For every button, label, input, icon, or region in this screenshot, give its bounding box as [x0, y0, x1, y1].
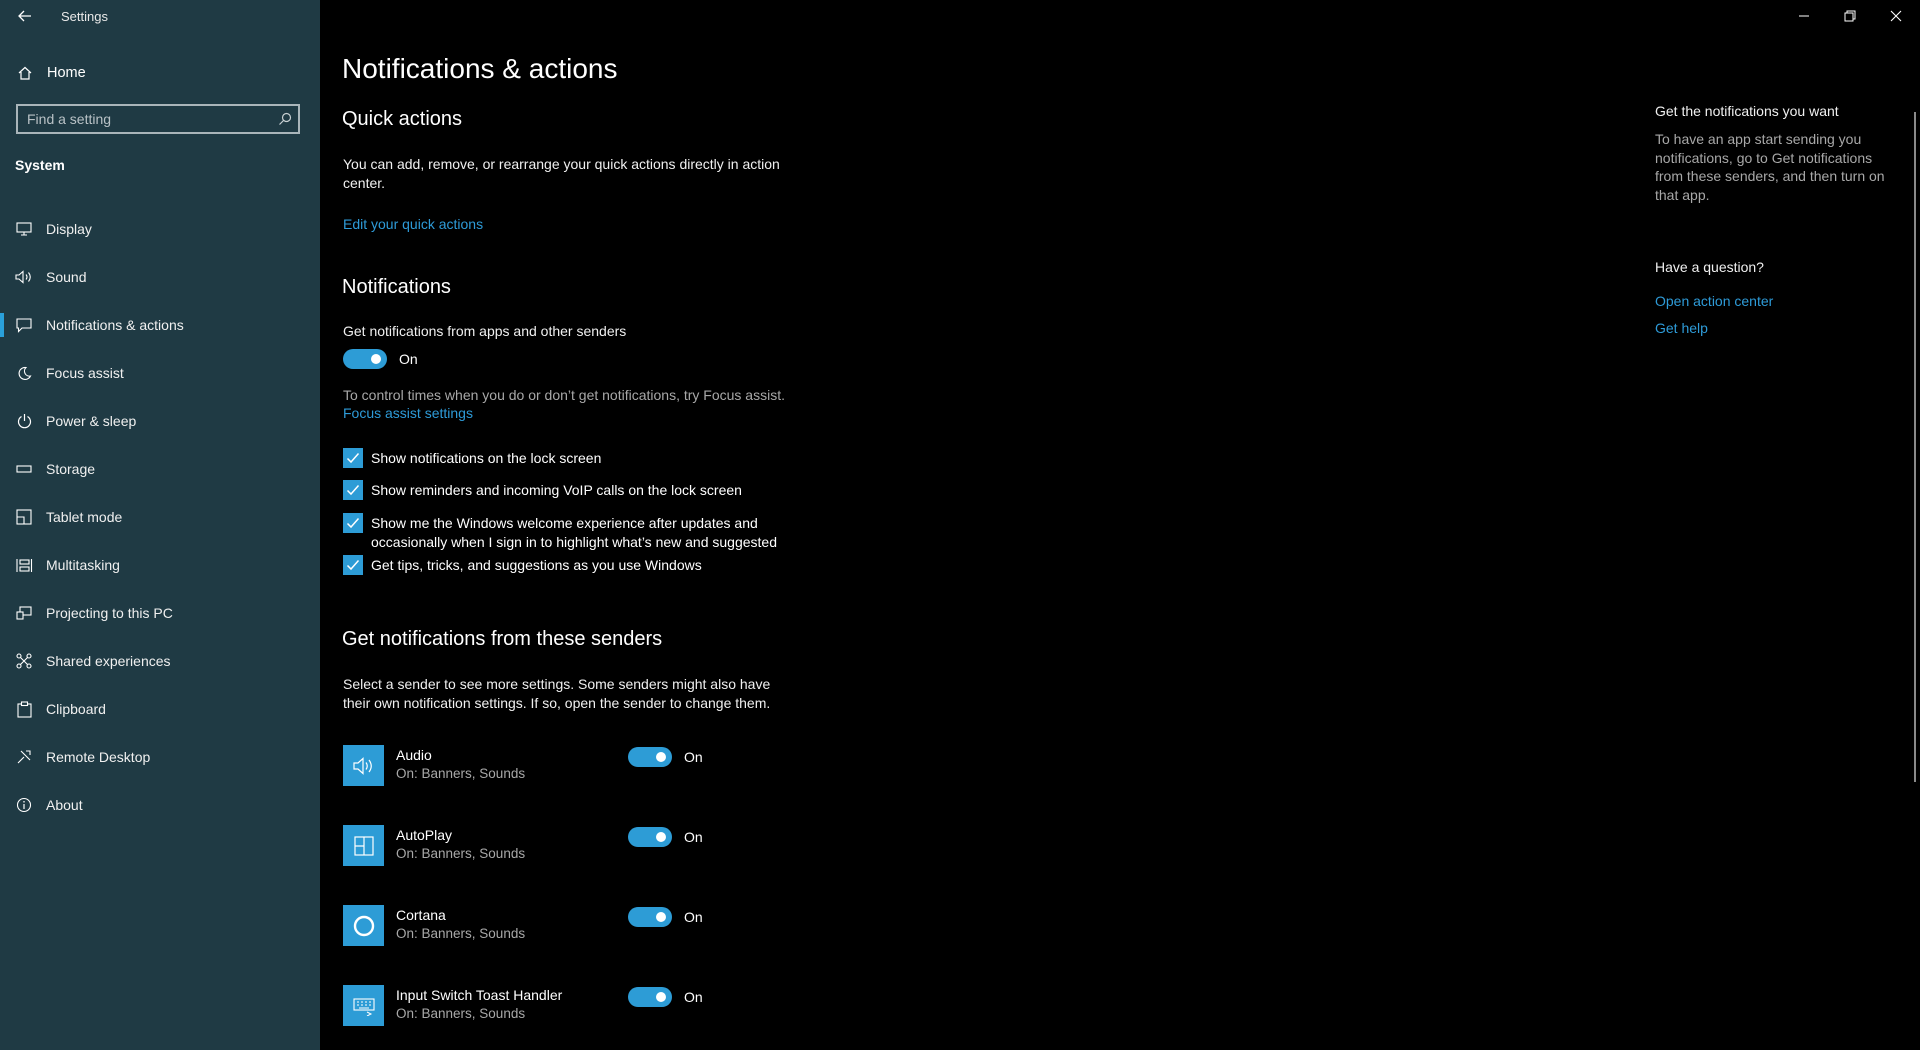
- checkbox-row-welcome: [343, 513, 791, 551]
- home-icon: [16, 65, 34, 81]
- toggle-state-label: On: [684, 829, 703, 845]
- power-icon: [14, 413, 34, 429]
- tip-heading: Get the notifications you want: [1655, 103, 1839, 119]
- checkbox-label: Show reminders and incoming VoIP calls on the lock screen: [371, 482, 742, 498]
- sidebar-item-shared-experiences[interactable]: [0, 637, 320, 685]
- senders-description: Select a sender to see more settings. Some senders might also have their own notification settings. If so, open the sender to change them.: [343, 676, 771, 711]
- scrollbar[interactable]: [1914, 112, 1916, 782]
- sidebar: [0, 0, 320, 1050]
- sender-status: On: Banners, Sounds: [396, 846, 526, 861]
- system-section-label: System: [15, 157, 65, 173]
- restore-icon: [1844, 10, 1856, 22]
- sender-toggle-row: [628, 987, 703, 1007]
- get-help-link[interactable]: Get help: [1655, 320, 1708, 336]
- checkbox-label: Show notifications on the lock screen: [371, 450, 602, 466]
- minimize-icon: [1798, 15, 1810, 17]
- sidebar-item-label: Multitasking: [46, 557, 120, 573]
- checkbox-label: Show me the Windows welcome experience after updates and occasionally when I sign in to highlight what’s new and suggested: [371, 515, 777, 550]
- autoplay-icon[interactable]: [343, 825, 384, 866]
- lock-screen-checkbox[interactable]: [343, 448, 363, 468]
- window-title: Settings: [61, 9, 108, 24]
- sidebar-item-multitasking[interactable]: [0, 541, 320, 589]
- sidebar-item-label: Focus assist: [46, 365, 124, 381]
- tablet-icon: [14, 509, 34, 525]
- question-heading: Have a question?: [1655, 259, 1764, 275]
- projecting-icon: [14, 606, 34, 621]
- checkbox-label: Get tips, tricks, and suggestions as you use Windows: [371, 557, 702, 573]
- close-button[interactable]: [1873, 0, 1919, 32]
- welcome-experience-checkbox[interactable]: [343, 513, 363, 533]
- speaker-icon: [14, 270, 34, 284]
- remote-desktop-icon: [14, 749, 34, 765]
- clipboard-icon: [14, 701, 34, 718]
- sender-toggle-row: [628, 907, 703, 927]
- shared-icon: [14, 653, 34, 669]
- notification-icon: [14, 318, 34, 333]
- sender-status: On: Banners, Sounds: [396, 926, 526, 941]
- sender-toggle-row: [628, 747, 703, 767]
- sidebar-item-label: About: [46, 797, 83, 813]
- page-title: Notifications & actions: [342, 53, 618, 84]
- sidebar-item-projecting[interactable]: [0, 589, 320, 637]
- moon-icon: [14, 366, 34, 381]
- sidebar-item-label: Clipboard: [46, 701, 106, 717]
- sender-name: Cortana: [396, 907, 446, 923]
- checkmark-icon: [346, 559, 360, 571]
- quick-actions-heading: Quick actions: [342, 108, 463, 130]
- back-button[interactable]: [14, 6, 36, 26]
- cortana-icon[interactable]: [343, 905, 384, 946]
- sender-audio[interactable]: [343, 745, 763, 789]
- sidebar-item-label: Power & sleep: [46, 413, 137, 429]
- sidebar-item-label: Tablet mode: [46, 509, 123, 525]
- sender-toggle[interactable]: [628, 747, 672, 767]
- notifications-heading: Notifications: [342, 276, 451, 298]
- sender-status: On: Banners, Sounds: [396, 1006, 526, 1021]
- toggle-state-label: On: [684, 749, 703, 765]
- sidebar-item-display[interactable]: [0, 205, 320, 253]
- sender-toggle[interactable]: [628, 987, 672, 1007]
- notifications-toggle-row: [343, 349, 418, 369]
- sidebar-item-clipboard[interactable]: [0, 685, 320, 733]
- info-icon: [14, 797, 34, 813]
- sidebar-item-label: Shared experiences: [46, 653, 171, 669]
- notifications-toggle[interactable]: [343, 349, 387, 369]
- sidebar-item-power-sleep[interactable]: [0, 397, 320, 445]
- checkbox-row-reminders: [343, 480, 791, 500]
- focus-assist-text: To control times when you do or don’t get notifications, try Focus assist.: [343, 387, 785, 403]
- sidebar-item-remote-desktop[interactable]: [0, 733, 320, 781]
- notifications-toggle-label: Get notifications from apps and other senders: [343, 323, 627, 339]
- audio-icon[interactable]: [343, 745, 384, 786]
- sidebar-item-label: Display: [46, 221, 92, 237]
- monitor-icon: [14, 222, 34, 236]
- tips-checkbox[interactable]: [343, 555, 363, 575]
- sender-name: Input Switch Toast Handler: [396, 987, 563, 1003]
- restore-button[interactable]: [1827, 0, 1873, 32]
- sender-cortana[interactable]: [343, 905, 763, 949]
- sender-name: AutoPlay: [396, 827, 453, 843]
- tip-text: To have an app start sending you notifications, go to Get notifications from these senders, and then turn on that app.: [1655, 131, 1885, 203]
- multitasking-icon: [14, 558, 34, 573]
- home-nav-item[interactable]: [0, 58, 320, 88]
- sidebar-item-tablet-mode[interactable]: [0, 493, 320, 541]
- close-icon: [1890, 10, 1902, 22]
- sidebar-item-notifications[interactable]: [0, 301, 320, 349]
- sidebar-item-label: Storage: [46, 461, 96, 477]
- search-box[interactable]: [16, 104, 300, 134]
- sidebar-item-storage[interactable]: [0, 445, 320, 493]
- sidebar-item-sound[interactable]: [0, 253, 320, 301]
- storage-icon: [14, 465, 34, 473]
- checkbox-row-lock-screen: [343, 448, 791, 468]
- checkmark-icon: [346, 452, 360, 464]
- sidebar-item-label: Remote Desktop: [46, 749, 151, 765]
- edit-quick-actions-link[interactable]: Edit your quick actions: [343, 216, 484, 232]
- sidebar-item-focus-assist[interactable]: [0, 349, 320, 397]
- sender-toggle[interactable]: [628, 827, 672, 847]
- open-action-center-link[interactable]: Open action center: [1655, 293, 1774, 309]
- senders-heading: Get notifications from these senders: [342, 628, 663, 650]
- search-icon[interactable]: [272, 112, 298, 126]
- checkbox-row-tips: [343, 555, 791, 575]
- sidebar-item-about[interactable]: [0, 781, 320, 829]
- sidebar-item-label: Sound: [46, 269, 87, 285]
- sender-toggle-row: [628, 827, 703, 847]
- keyboard-icon[interactable]: [343, 985, 384, 1026]
- checkmark-icon: [346, 517, 360, 529]
- quick-actions-description: You can add, remove, or rearrange your quick actions directly in action center.: [343, 156, 780, 191]
- toggle-state-label: On: [684, 989, 703, 1005]
- reminders-checkbox[interactable]: [343, 480, 363, 500]
- minimize-button[interactable]: [1781, 0, 1827, 32]
- toggle-state-label: On: [684, 909, 703, 925]
- sidebar-nav: [0, 205, 320, 829]
- sender-name: Audio: [396, 747, 432, 763]
- sidebar-item-label: Projecting to this PC: [46, 605, 173, 621]
- sender-autoplay[interactable]: [343, 825, 763, 869]
- home-label: Home: [47, 65, 86, 81]
- sidebar-item-label: Notifications & actions: [46, 317, 184, 333]
- sender-toggle[interactable]: [628, 907, 672, 927]
- checkmark-icon: [346, 484, 360, 496]
- search-input[interactable]: [18, 110, 272, 128]
- back-arrow-icon: [18, 10, 32, 22]
- sender-input-switch[interactable]: [343, 985, 763, 1029]
- sender-status: On: Banners, Sounds: [396, 766, 526, 781]
- focus-assist-settings-link[interactable]: Focus assist settings: [343, 405, 473, 421]
- toggle-state-label: On: [399, 351, 418, 367]
